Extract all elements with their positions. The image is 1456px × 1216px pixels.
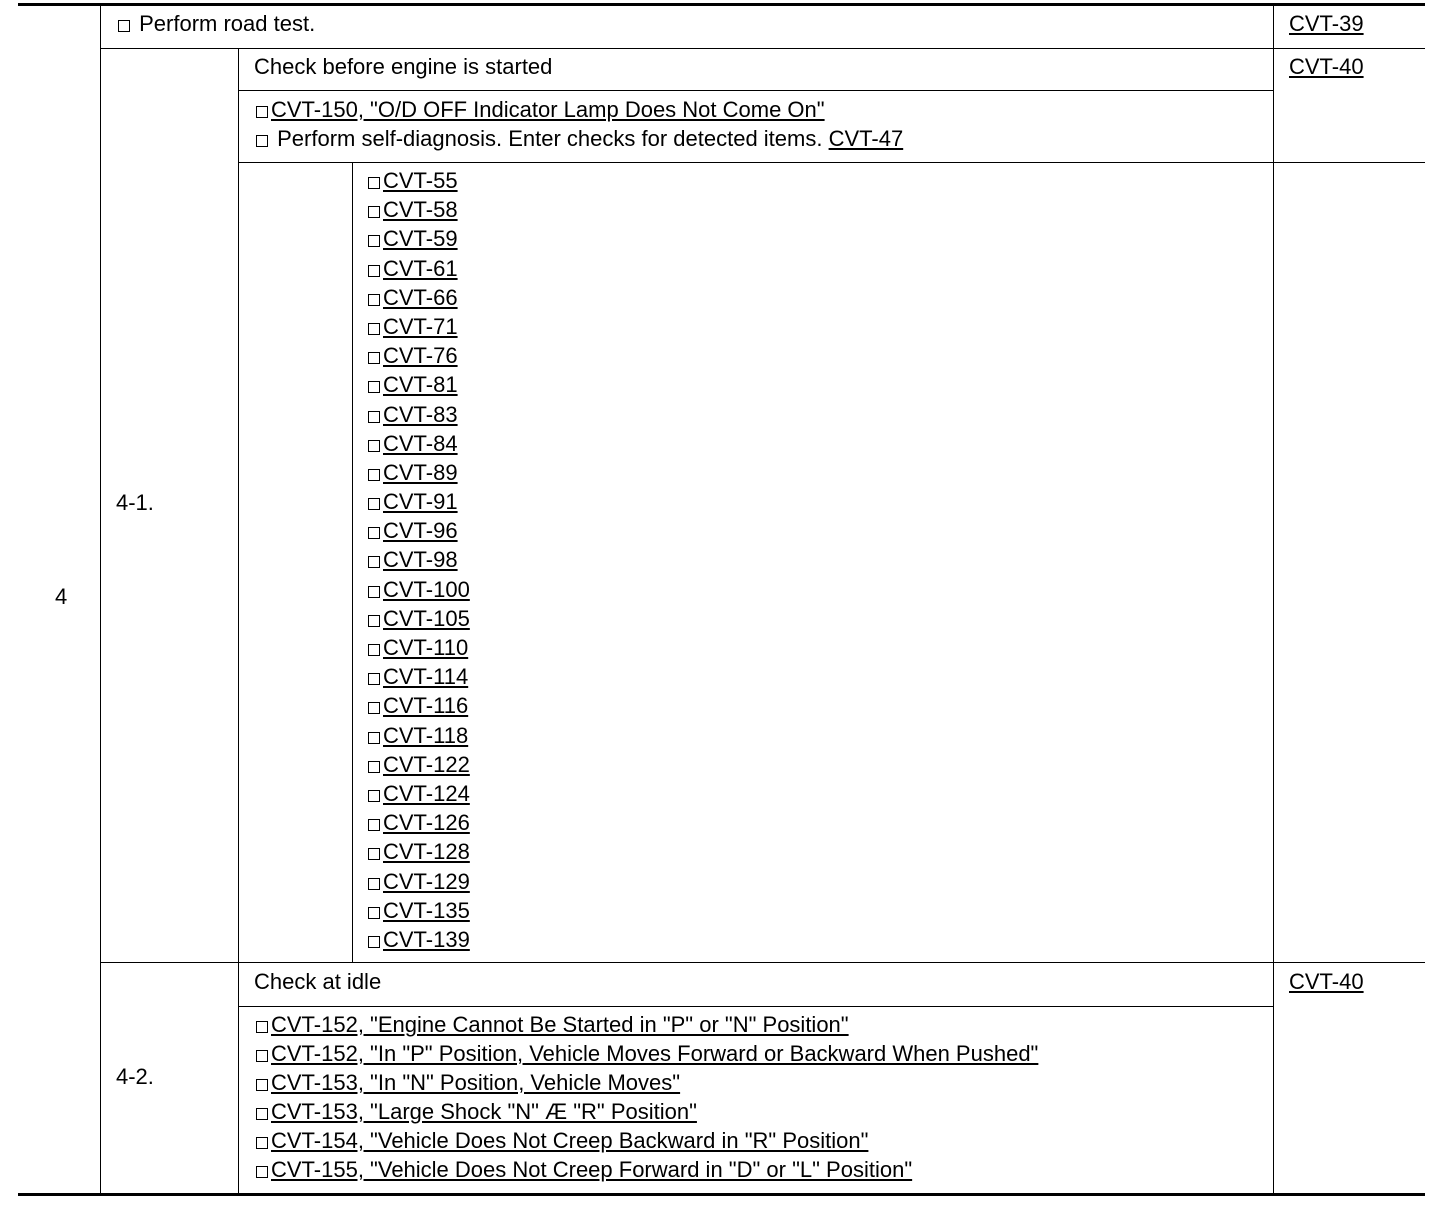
checkbox[interactable] bbox=[368, 469, 380, 481]
checkbox[interactable] bbox=[368, 644, 380, 656]
code-link[interactable]: CVT-98 bbox=[383, 547, 458, 573]
list-item bbox=[368, 169, 470, 198]
row-divider bbox=[238, 90, 1274, 91]
road-test-item bbox=[118, 12, 315, 36]
code-link[interactable]: CVT-105 bbox=[383, 605, 470, 631]
list-item bbox=[368, 227, 470, 256]
idle-item-link[interactable]: CVT-153, "In "N" Position, Vehicle Moves" bbox=[271, 1070, 681, 1095]
row-divider bbox=[238, 162, 1425, 163]
list-item bbox=[368, 578, 470, 607]
self-diagnosis-item bbox=[256, 127, 903, 151]
checkbox[interactable] bbox=[368, 586, 380, 598]
list-item bbox=[368, 665, 470, 694]
step-4-2-heading: Check at idle bbox=[254, 969, 382, 994]
idle-item-link[interactable]: CVT-152, "In "P" Position, Vehicle Moves Forward or Backward When Pushed" bbox=[271, 1041, 1039, 1066]
list-item bbox=[368, 870, 470, 899]
checkbox[interactable] bbox=[368, 527, 380, 539]
checkbox[interactable] bbox=[256, 1166, 268, 1178]
idle-item-link[interactable]: CVT-154, "Vehicle Does Not Creep Backward in "R" Position" bbox=[271, 1128, 869, 1153]
checkbox[interactable] bbox=[368, 235, 380, 247]
table-bottom-border bbox=[18, 1193, 1425, 1196]
code-link[interactable]: CVT-81 bbox=[383, 372, 458, 398]
idle-item bbox=[256, 1042, 1038, 1066]
idle-item-link[interactable]: CVT-155, "Vehicle Does Not Creep Forward in "D" or "L" Position" bbox=[271, 1157, 913, 1182]
code-link[interactable]: CVT-96 bbox=[383, 518, 458, 544]
list-item bbox=[368, 724, 470, 753]
column-divider bbox=[100, 5, 101, 1193]
checkbox[interactable] bbox=[368, 673, 380, 685]
idle-item bbox=[256, 1071, 680, 1095]
list-item bbox=[368, 490, 470, 519]
code-link[interactable]: CVT-135 bbox=[383, 897, 470, 923]
checkbox[interactable] bbox=[368, 790, 380, 802]
idle-item bbox=[256, 1013, 849, 1037]
code-checklist bbox=[368, 169, 470, 957]
checkbox[interactable] bbox=[256, 1050, 268, 1062]
code-link[interactable]: CVT-139 bbox=[383, 926, 470, 952]
list-item bbox=[368, 607, 470, 636]
column-divider bbox=[1273, 5, 1274, 1193]
road-test-ref-link[interactable]: CVT-39 bbox=[1289, 11, 1364, 36]
checkbox[interactable] bbox=[368, 732, 380, 744]
step-number: 4 bbox=[55, 584, 68, 609]
code-link[interactable]: CVT-128 bbox=[383, 839, 470, 865]
indicator-lamp-link[interactable]: CVT-150, "O/D OFF Indicator Lamp Does Not Come On" bbox=[271, 97, 825, 122]
code-link[interactable]: CVT-129 bbox=[383, 868, 470, 894]
checkbox[interactable] bbox=[368, 265, 380, 277]
list-item bbox=[368, 461, 470, 490]
row-divider bbox=[100, 48, 1425, 49]
checkbox[interactable] bbox=[368, 440, 380, 452]
checkbox[interactable] bbox=[368, 556, 380, 568]
checkbox[interactable] bbox=[368, 177, 380, 189]
checkbox[interactable] bbox=[368, 206, 380, 218]
idle-item bbox=[256, 1158, 912, 1182]
code-link[interactable]: CVT-126 bbox=[383, 810, 470, 836]
code-link[interactable]: CVT-58 bbox=[383, 197, 458, 223]
checkbox[interactable] bbox=[256, 135, 268, 147]
self-diagnosis-text: Perform self-diagnosis. Enter checks for detected items. bbox=[277, 126, 823, 151]
checkbox[interactable] bbox=[368, 381, 380, 393]
column-divider bbox=[238, 48, 239, 1193]
checkbox[interactable] bbox=[368, 761, 380, 773]
code-link[interactable]: CVT-83 bbox=[383, 401, 458, 427]
code-link[interactable]: CVT-118 bbox=[383, 722, 469, 748]
idle-item bbox=[256, 1129, 868, 1153]
checkbox[interactable] bbox=[368, 702, 380, 714]
checkbox[interactable] bbox=[368, 936, 380, 948]
list-item bbox=[368, 840, 470, 869]
code-link[interactable]: CVT-91 bbox=[383, 489, 458, 515]
checkbox[interactable] bbox=[368, 819, 380, 831]
code-link[interactable]: CVT-61 bbox=[383, 255, 458, 281]
checkbox[interactable] bbox=[368, 323, 380, 335]
checkbox[interactable] bbox=[256, 1079, 268, 1091]
code-link[interactable]: CVT-84 bbox=[383, 430, 458, 456]
list-item bbox=[368, 694, 470, 723]
code-link[interactable]: CVT-122 bbox=[383, 751, 470, 777]
indicator-lamp-item bbox=[256, 98, 825, 122]
list-item bbox=[368, 548, 470, 577]
list-item bbox=[368, 753, 470, 782]
column-divider bbox=[352, 162, 353, 962]
list-item bbox=[368, 257, 470, 286]
list-item bbox=[368, 403, 470, 432]
list-item bbox=[368, 782, 470, 811]
step-4-1-heading: Check before engine is started bbox=[254, 54, 553, 79]
checkbox[interactable] bbox=[368, 907, 380, 919]
list-item bbox=[368, 636, 470, 665]
code-link[interactable]: CVT-76 bbox=[383, 343, 458, 369]
list-item bbox=[368, 519, 470, 548]
code-link[interactable]: CVT-71 bbox=[383, 313, 458, 339]
idle-item bbox=[256, 1100, 697, 1124]
code-link[interactable]: CVT-59 bbox=[383, 226, 458, 252]
row-divider bbox=[100, 962, 1425, 963]
list-item bbox=[368, 315, 470, 344]
checkbox[interactable] bbox=[118, 20, 130, 32]
code-link[interactable]: CVT-124 bbox=[383, 780, 470, 806]
checkbox[interactable] bbox=[368, 352, 380, 364]
checkbox[interactable] bbox=[368, 411, 380, 423]
code-link[interactable]: CVT-55 bbox=[383, 168, 458, 193]
code-link[interactable]: CVT-89 bbox=[383, 459, 458, 485]
code-link[interactable]: CVT-100 bbox=[383, 576, 470, 602]
road-test-text: Perform road test. bbox=[139, 11, 316, 36]
checkbox[interactable] bbox=[256, 106, 268, 118]
code-link[interactable]: CVT-114 bbox=[383, 664, 469, 690]
list-item bbox=[368, 373, 470, 402]
row-divider bbox=[238, 1006, 1274, 1007]
code-link[interactable]: CVT-116 bbox=[383, 693, 469, 719]
step-4-2-ref-link[interactable]: CVT-40 bbox=[1289, 969, 1364, 994]
checkbox[interactable] bbox=[368, 615, 380, 627]
code-link[interactable]: CVT-66 bbox=[383, 284, 458, 310]
list-item bbox=[368, 811, 470, 840]
list-item bbox=[368, 198, 470, 227]
checkbox[interactable] bbox=[368, 498, 380, 510]
list-item bbox=[368, 432, 470, 461]
checkbox[interactable] bbox=[368, 848, 380, 860]
checkbox[interactable] bbox=[368, 294, 380, 306]
list-item bbox=[368, 344, 470, 373]
list-item bbox=[368, 928, 470, 957]
idle-item-link[interactable]: CVT-152, "Engine Cannot Be Started in "P" or "N" Position" bbox=[271, 1012, 849, 1037]
list-item bbox=[368, 286, 470, 315]
checkbox[interactable] bbox=[368, 878, 380, 890]
step-4-1-ref-link[interactable]: CVT-40 bbox=[1289, 54, 1364, 79]
checkbox[interactable] bbox=[256, 1108, 268, 1120]
list-item bbox=[368, 899, 470, 928]
idle-item-link[interactable]: CVT-153, "Large Shock "N" Æ "R" Position" bbox=[271, 1099, 697, 1124]
step-4-2-label: 4-2. bbox=[116, 1064, 154, 1089]
self-diagnosis-ref-link[interactable]: CVT-47 bbox=[828, 126, 904, 151]
checkbox[interactable] bbox=[256, 1137, 268, 1149]
checkbox[interactable] bbox=[256, 1021, 268, 1033]
code-link[interactable]: CVT-110 bbox=[383, 635, 469, 660]
table-top-border bbox=[18, 3, 1425, 6]
step-4-1-label: 4-1. bbox=[116, 490, 154, 515]
